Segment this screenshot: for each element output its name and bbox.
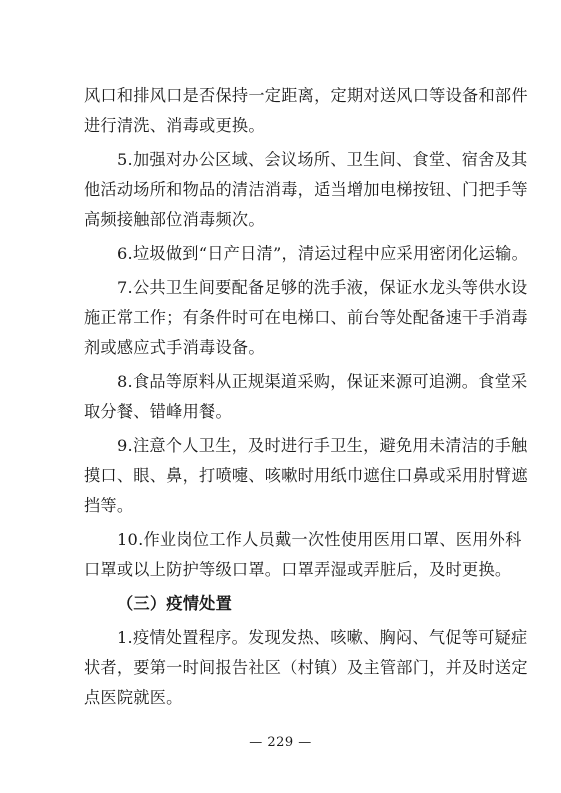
list-item-9: 9.注意个人卫生，及时进行手卫生，避免用未清洁的手触 bbox=[117, 436, 528, 455]
body-line: 挡等。 bbox=[84, 496, 134, 515]
body-line: 施正常工作；有条件时可在电梯口、前台等处配备速干手消毒 bbox=[84, 308, 528, 327]
body-line: 高频接触部位消毒频次。 bbox=[84, 210, 265, 229]
body-line: 进行清洗、消毒或更换。 bbox=[84, 116, 265, 135]
body-line: 口罩或以上防护等级口罩。口罩弄湿或弄脏后，及时更换。 bbox=[84, 560, 512, 579]
list-item-7: 7.公共卫生间要配备足够的洗手液，保证水龙头等供水设 bbox=[117, 278, 528, 297]
list-item-6: 6.垃圾做到“日产日清”，清运过程中应采用密闭化运输。 bbox=[117, 244, 529, 263]
body-line: 取分餐、错峰用餐。 bbox=[84, 402, 232, 421]
list-item-10: 10.作业岗位工作人员戴一次性使用医用口罩、医用外科 bbox=[117, 530, 522, 549]
body-line: 摸口、眼、鼻，打喷嚏、咳嗽时用纸巾遮住口鼻或采用肘臂遮 bbox=[84, 466, 528, 485]
list-item-8: 8.食品等原料从正规渠道采购，保证来源可追溯。食堂采 bbox=[117, 372, 528, 391]
list-item-5: 5.加强对办公区域、会议场所、卫生间、食堂、宿舍及其 bbox=[117, 150, 528, 169]
body-line: 剂或感应式手消毒设备。 bbox=[84, 338, 265, 357]
body-line: 风口和排风口是否保持一定距离，定期对送风口等设备和部件 bbox=[84, 86, 528, 105]
list-item-1: 1.疫情处置程序。发现发热、咳嗽、胸闷、气促等可疑症 bbox=[117, 628, 528, 647]
body-line: 点医院就医。 bbox=[84, 688, 183, 707]
section-heading: （三）疫情处置 bbox=[117, 594, 233, 613]
page-number: — 229 — bbox=[249, 735, 312, 750]
body-line: 他活动场所和物品的清洁消毒，适当增加电梯按钮、门把手等 bbox=[84, 180, 528, 199]
body-line: 状者，要第一时间报告社区（村镇）及主管部门，并及时送定 bbox=[84, 658, 528, 677]
